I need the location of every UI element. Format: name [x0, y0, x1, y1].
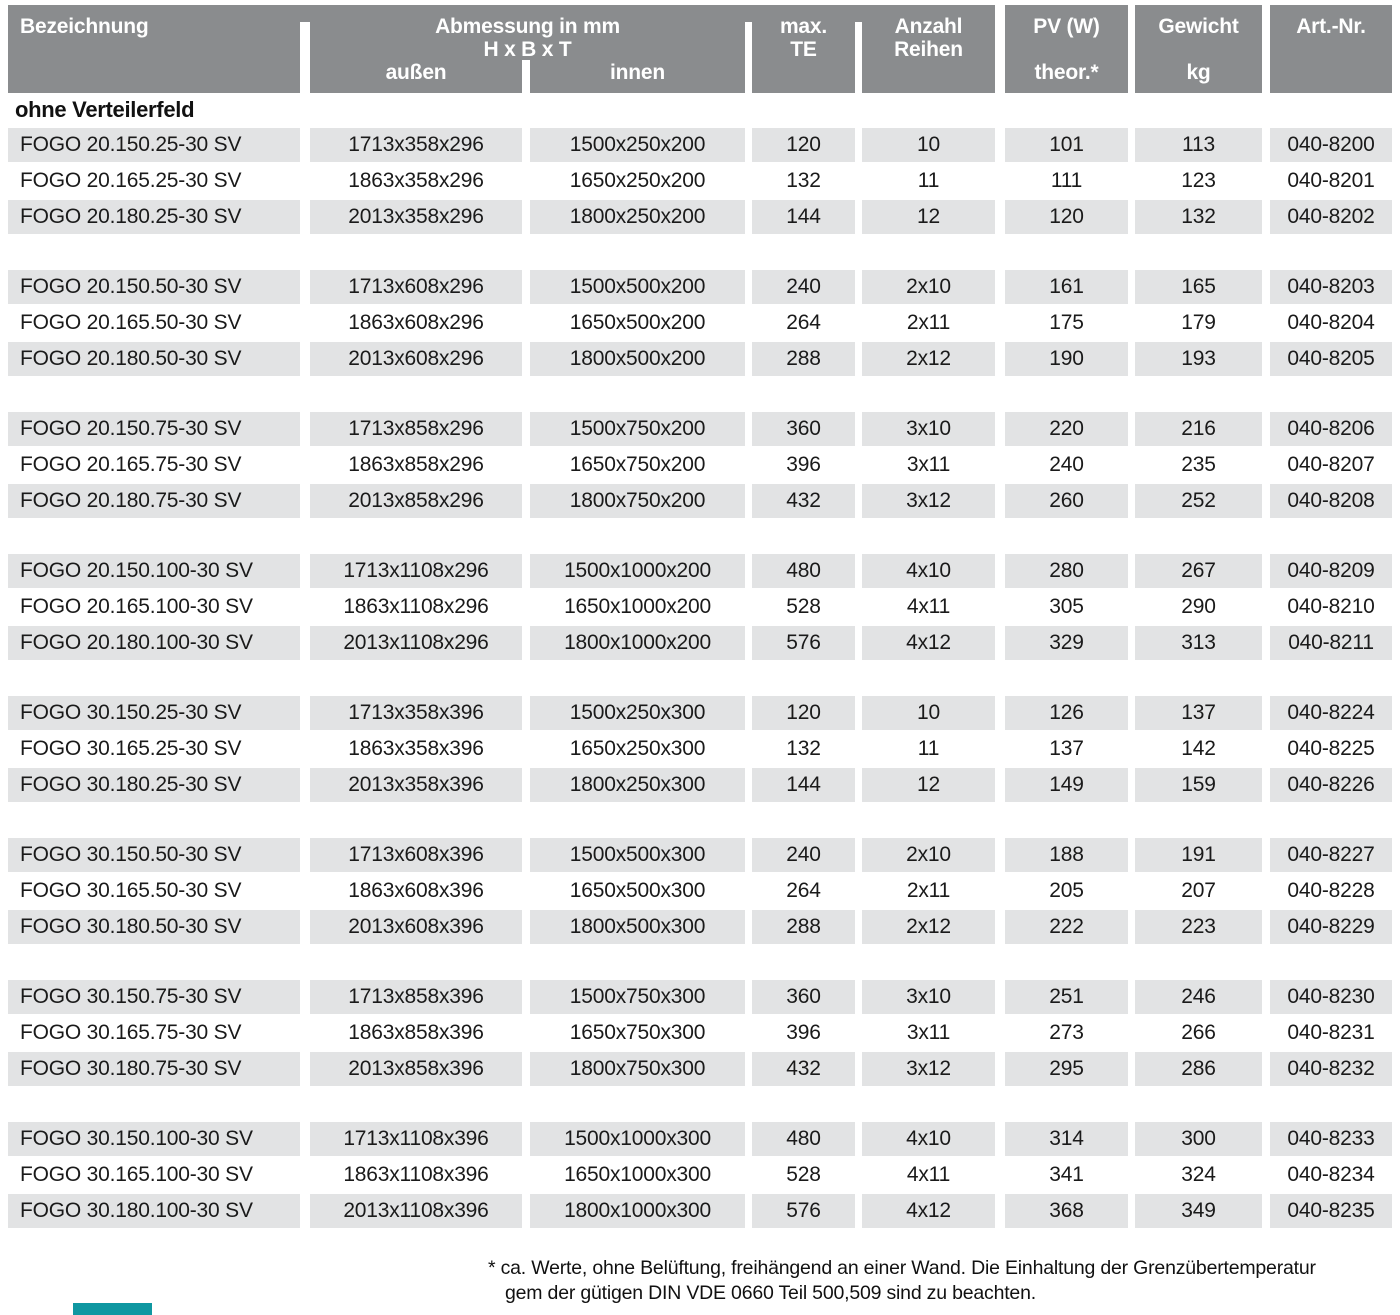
cell-gewicht-kg: 165: [1135, 270, 1262, 304]
table-row: [8, 696, 1392, 730]
cell-max-te: 480: [752, 554, 855, 588]
table-group: [8, 838, 1392, 944]
cell-abmessung-innen: 1650x1000x300: [564, 1163, 711, 1186]
cell-abmessung-innen: 1800x1000x300: [530, 1194, 745, 1228]
cell-gewicht-kg: 290: [1181, 595, 1216, 618]
cell-abmessung-aussen: 1713x358x296: [310, 128, 522, 162]
cell-anzahl-reihen: 4x12: [862, 1194, 995, 1228]
cell-bezeichnung: FOGO 30.150.75-30 SV: [8, 980, 300, 1014]
cell-pv-w-theor: 175: [1049, 311, 1084, 334]
cell-max-te: 576: [752, 626, 855, 660]
cell-art-nr: 040-8231: [1287, 1021, 1375, 1044]
cell-max-te: 264: [786, 311, 821, 334]
cell-bezeichnung: FOGO 30.165.75-30 SV: [20, 1021, 242, 1044]
cell-max-te: 144: [752, 768, 855, 802]
cell-anzahl-reihen: 2x10: [862, 270, 995, 304]
footnote-line-1: * ca. Werte, ohne Belüftung, freihängend an einer Wand. Die Einhaltung der Grenzübertemperatur: [488, 1257, 1316, 1279]
cell-pv-w-theor: 149: [1005, 768, 1128, 802]
cell-anzahl-reihen: 4x11: [906, 595, 951, 618]
cell-pv-w-theor: 251: [1005, 980, 1128, 1014]
table-row: [8, 1016, 1392, 1050]
cell-anzahl-reihen: 4x10: [862, 1122, 995, 1156]
cell-gewicht-kg: 252: [1135, 484, 1262, 518]
cell-abmessung-aussen: 2013x358x396: [310, 768, 522, 802]
cell-max-te: 432: [752, 484, 855, 518]
table-row: [8, 306, 1392, 340]
header-divider: [995, 5, 1005, 93]
header-divider: [745, 22, 752, 93]
cell-abmessung-aussen: 1713x608x296: [310, 270, 522, 304]
section-title: ohne Verteilerfeld: [15, 97, 195, 122]
cell-max-te: 528: [786, 595, 821, 618]
cell-abmessung-innen: 1500x250x200: [530, 128, 745, 162]
table-row: [8, 484, 1392, 518]
cell-pv-w-theor: 188: [1005, 838, 1128, 872]
table-row: [8, 164, 1392, 198]
footnote: [488, 1256, 1368, 1306]
cell-abmessung-innen: 1500x750x300: [530, 980, 745, 1014]
cell-art-nr: 040-8225: [1287, 737, 1375, 760]
table-header: [8, 5, 1392, 93]
cell-pv-w-theor: 126: [1005, 696, 1128, 730]
cell-pv-w-theor: 137: [1049, 737, 1084, 760]
header-gewicht-line2: kg: [1186, 61, 1211, 84]
cell-gewicht-kg: 207: [1181, 879, 1216, 902]
footnote-line-2: gem der gütigen DIN VDE 0660 Teil 500,509 sind zu beachten.: [505, 1282, 1036, 1304]
cell-pv-w-theor: 314: [1005, 1122, 1128, 1156]
cell-abmessung-aussen: 1863x1108x396: [343, 1163, 489, 1186]
cell-abmessung-aussen: 1863x858x396: [348, 1021, 484, 1044]
cell-bezeichnung: FOGO 20.180.25-30 SV: [8, 200, 300, 234]
cell-anzahl-reihen: 2x10: [862, 838, 995, 872]
cell-art-nr: 040-8224: [1270, 696, 1392, 730]
cell-bezeichnung: FOGO 20.150.75-30 SV: [8, 412, 300, 446]
cell-art-nr: 040-8226: [1270, 768, 1392, 802]
cell-pv-w-theor: 190: [1005, 342, 1128, 376]
cell-art-nr: 040-8228: [1287, 879, 1375, 902]
cell-pv-w-theor: 260: [1005, 484, 1128, 518]
table-row: [8, 874, 1392, 908]
cell-gewicht-kg: 313: [1135, 626, 1262, 660]
cell-abmessung-innen: 1500x1000x200: [530, 554, 745, 588]
cell-abmessung-aussen: 1863x608x396: [348, 879, 484, 902]
cell-max-te: 528: [786, 1163, 821, 1186]
header-pv-line2: theor.*: [1034, 61, 1099, 84]
cell-art-nr: 040-8235: [1270, 1194, 1392, 1228]
table-group: [8, 980, 1392, 1086]
cell-gewicht-kg: 324: [1181, 1163, 1216, 1186]
table-row: [8, 128, 1392, 162]
header-divider: [1128, 5, 1135, 93]
cell-gewicht-kg: 246: [1135, 980, 1262, 1014]
cell-max-te: 288: [752, 910, 855, 944]
cell-bezeichnung: FOGO 20.180.75-30 SV: [8, 484, 300, 518]
table-group: [8, 1122, 1392, 1228]
cell-anzahl-reihen: 2x12: [862, 910, 995, 944]
cell-abmessung-innen: 1650x750x200: [569, 453, 706, 476]
cell-anzahl-reihen: 3x12: [862, 1052, 995, 1086]
table-body: [8, 128, 1392, 1264]
cell-max-te: 576: [752, 1194, 855, 1228]
cell-abmessung-innen: 1650x250x200: [569, 169, 706, 192]
cell-art-nr: 040-8200: [1270, 128, 1392, 162]
cell-abmessung-innen: 1800x500x200: [530, 342, 745, 376]
cell-gewicht-kg: 113: [1135, 128, 1262, 162]
cell-bezeichnung: FOGO 20.180.100-30 SV: [8, 626, 300, 660]
cell-bezeichnung: FOGO 30.165.100-30 SV: [20, 1163, 253, 1186]
cell-max-te: 432: [752, 1052, 855, 1086]
header-anzahl-line2: Reihen: [894, 38, 963, 61]
table-row: [8, 768, 1392, 802]
header-gewicht-line1: Gewicht: [1158, 15, 1239, 38]
cell-bezeichnung: FOGO 20.165.50-30 SV: [20, 311, 242, 334]
cell-anzahl-reihen: 12: [862, 768, 995, 802]
cell-max-te: 288: [752, 342, 855, 376]
cell-gewicht-kg: 159: [1135, 768, 1262, 802]
header-divider: [1262, 5, 1270, 93]
header-pv-line1: PV (W): [1033, 15, 1100, 38]
cell-max-te: 240: [752, 838, 855, 872]
cell-art-nr: 040-8204: [1287, 311, 1375, 334]
cell-gewicht-kg: 142: [1181, 737, 1216, 760]
table-row: [8, 910, 1392, 944]
cell-max-te: 240: [752, 270, 855, 304]
cell-pv-w-theor: 205: [1049, 879, 1084, 902]
cell-pv-w-theor: 368: [1005, 1194, 1128, 1228]
header-max-te-line2: TE: [790, 38, 817, 61]
header-abmessung-line2: H x B x T: [483, 38, 572, 61]
cell-abmessung-aussen: 1713x358x396: [310, 696, 522, 730]
cell-pv-w-theor: 161: [1005, 270, 1128, 304]
cell-abmessung-aussen: 1863x608x296: [348, 311, 484, 334]
table-row: [8, 626, 1392, 660]
cell-art-nr: 040-8206: [1270, 412, 1392, 446]
table-row: [8, 554, 1392, 588]
cell-gewicht-kg: 132: [1135, 200, 1262, 234]
table-group: [8, 128, 1392, 234]
cell-pv-w-theor: 111: [1050, 169, 1083, 192]
cell-art-nr: 040-8211: [1270, 626, 1392, 660]
cell-bezeichnung: FOGO 30.165.25-30 SV: [20, 737, 242, 760]
table-row: [8, 1052, 1392, 1086]
table-row: [8, 342, 1392, 376]
cell-max-te: 480: [752, 1122, 855, 1156]
cell-anzahl-reihen: 11: [917, 169, 940, 192]
cell-art-nr: 040-8227: [1270, 838, 1392, 872]
cell-abmessung-innen: 1500x250x300: [530, 696, 745, 730]
cell-anzahl-reihen: 3x11: [906, 453, 951, 476]
cell-abmessung-aussen: 2013x358x296: [310, 200, 522, 234]
cell-abmessung-aussen: 1863x358x296: [348, 169, 484, 192]
cell-abmessung-innen: 1800x250x200: [530, 200, 745, 234]
cell-bezeichnung: FOGO 30.165.50-30 SV: [20, 879, 242, 902]
cell-bezeichnung: FOGO 30.150.50-30 SV: [8, 838, 300, 872]
cell-gewicht-kg: 235: [1181, 453, 1216, 476]
cell-max-te: 144: [752, 200, 855, 234]
cell-abmessung-aussen: 2013x1108x396: [310, 1194, 522, 1228]
cell-bezeichnung: FOGO 20.165.100-30 SV: [20, 595, 253, 618]
cell-bezeichnung: FOGO 20.165.25-30 SV: [20, 169, 242, 192]
table-row: [8, 838, 1392, 872]
cell-anzahl-reihen: 2x12: [862, 342, 995, 376]
cell-anzahl-reihen: 2x11: [906, 311, 951, 334]
cell-pv-w-theor: 120: [1005, 200, 1128, 234]
cell-anzahl-reihen: 3x10: [862, 412, 995, 446]
accent-bar: [73, 1303, 152, 1315]
cell-art-nr: 040-8201: [1287, 169, 1375, 192]
header-max-te-line1: max.: [779, 15, 828, 38]
cell-abmessung-innen: 1500x500x200: [530, 270, 745, 304]
table-row: [8, 1194, 1392, 1228]
cell-art-nr: 040-8230: [1270, 980, 1392, 1014]
cell-abmessung-aussen: 1713x858x396: [310, 980, 522, 1014]
cell-bezeichnung: FOGO 30.180.50-30 SV: [8, 910, 300, 944]
cell-abmessung-innen: 1650x250x300: [569, 737, 706, 760]
cell-anzahl-reihen: 10: [862, 128, 995, 162]
cell-art-nr: 040-8229: [1270, 910, 1392, 944]
table-group: [8, 412, 1392, 518]
cell-bezeichnung: FOGO 30.150.25-30 SV: [8, 696, 300, 730]
cell-abmessung-aussen: 2013x858x296: [310, 484, 522, 518]
cell-bezeichnung: FOGO 20.180.50-30 SV: [8, 342, 300, 376]
cell-abmessung-aussen: 1713x858x296: [310, 412, 522, 446]
cell-max-te: 396: [786, 1021, 821, 1044]
cell-abmessung-innen: 1650x500x200: [569, 311, 706, 334]
cell-anzahl-reihen: 2x11: [906, 879, 951, 902]
table-row: [8, 980, 1392, 1014]
cell-art-nr: 040-8209: [1270, 554, 1392, 588]
cell-abmessung-aussen: 2013x858x396: [310, 1052, 522, 1086]
cell-art-nr: 040-8232: [1270, 1052, 1392, 1086]
cell-pv-w-theor: 341: [1049, 1163, 1084, 1186]
cell-max-te: 360: [752, 980, 855, 1014]
table-row: [8, 732, 1392, 766]
cell-bezeichnung: FOGO 20.150.100-30 SV: [8, 554, 300, 588]
cell-anzahl-reihen: 4x11: [906, 1163, 951, 1186]
cell-abmessung-innen: 1650x750x300: [569, 1021, 706, 1044]
cell-gewicht-kg: 223: [1135, 910, 1262, 944]
cell-anzahl-reihen: 3x11: [906, 1021, 951, 1044]
cell-abmessung-aussen: 2013x608x396: [310, 910, 522, 944]
cell-anzahl-reihen: 12: [862, 200, 995, 234]
header-divider: [855, 22, 862, 93]
cell-abmessung-innen: 1800x750x300: [530, 1052, 745, 1086]
cell-abmessung-innen: 1800x500x300: [530, 910, 745, 944]
cell-max-te: 132: [786, 737, 821, 760]
table-row: [8, 1158, 1392, 1192]
cell-art-nr: 040-8233: [1270, 1122, 1392, 1156]
cell-gewicht-kg: 216: [1135, 412, 1262, 446]
cell-anzahl-reihen: 4x10: [862, 554, 995, 588]
cell-abmessung-innen: 1800x750x200: [530, 484, 745, 518]
cell-bezeichnung: FOGO 20.150.50-30 SV: [8, 270, 300, 304]
cell-art-nr: 040-8207: [1287, 453, 1375, 476]
table-row: [8, 448, 1392, 482]
cell-gewicht-kg: 193: [1135, 342, 1262, 376]
cell-abmessung-aussen: 2013x1108x296: [310, 626, 522, 660]
cell-gewicht-kg: 191: [1135, 838, 1262, 872]
cell-abmessung-innen: 1800x250x300: [530, 768, 745, 802]
cell-abmessung-innen: 1500x750x200: [530, 412, 745, 446]
cell-gewicht-kg: 179: [1181, 311, 1216, 334]
cell-max-te: 132: [786, 169, 821, 192]
header-anzahl-line1: Anzahl: [894, 15, 963, 38]
cell-gewicht-kg: 267: [1135, 554, 1262, 588]
cell-bezeichnung: FOGO 20.150.25-30 SV: [8, 128, 300, 162]
header-divider: [300, 22, 310, 93]
cell-anzahl-reihen: 3x12: [862, 484, 995, 518]
cell-art-nr: 040-8202: [1270, 200, 1392, 234]
cell-abmessung-aussen: 1713x1108x396: [310, 1122, 522, 1156]
header-divider: [522, 60, 530, 93]
table-row: [8, 270, 1392, 304]
cell-pv-w-theor: 280: [1005, 554, 1128, 588]
cell-abmessung-aussen: 1863x858x296: [348, 453, 484, 476]
cell-abmessung-innen: 1650x500x300: [569, 879, 706, 902]
table-group: [8, 554, 1392, 660]
cell-abmessung-innen: 1800x1000x200: [530, 626, 745, 660]
header-bezeichnung: Bezeichnung: [20, 15, 149, 38]
cell-pv-w-theor: 240: [1049, 453, 1084, 476]
cell-anzahl-reihen: 10: [862, 696, 995, 730]
cell-pv-w-theor: 222: [1005, 910, 1128, 944]
table-group: [8, 270, 1392, 376]
cell-abmessung-aussen: 1713x1108x296: [310, 554, 522, 588]
cell-pv-w-theor: 305: [1049, 595, 1084, 618]
cell-bezeichnung: FOGO 20.165.75-30 SV: [20, 453, 242, 476]
table-row: [8, 590, 1392, 624]
cell-pv-w-theor: 220: [1005, 412, 1128, 446]
header-art-nr: Art.-Nr.: [1296, 15, 1366, 38]
cell-art-nr: 040-8210: [1287, 595, 1375, 618]
cell-bezeichnung: FOGO 30.150.100-30 SV: [8, 1122, 300, 1156]
cell-gewicht-kg: 137: [1135, 696, 1262, 730]
cell-gewicht-kg: 123: [1181, 169, 1216, 192]
cell-abmessung-innen: 1500x500x300: [530, 838, 745, 872]
cell-abmessung-innen: 1650x1000x200: [564, 595, 711, 618]
cell-pv-w-theor: 329: [1005, 626, 1128, 660]
cell-gewicht-kg: 300: [1135, 1122, 1262, 1156]
cell-abmessung-aussen: 1713x608x396: [310, 838, 522, 872]
cell-art-nr: 040-8203: [1270, 270, 1392, 304]
table-row: [8, 1122, 1392, 1156]
cell-anzahl-reihen: 3x10: [862, 980, 995, 1014]
cell-abmessung-aussen: 1863x358x396: [348, 737, 484, 760]
cell-bezeichnung: FOGO 30.180.25-30 SV: [8, 768, 300, 802]
cell-max-te: 120: [752, 696, 855, 730]
table-row: [8, 200, 1392, 234]
cell-art-nr: 040-8205: [1270, 342, 1392, 376]
cell-max-te: 360: [752, 412, 855, 446]
cell-art-nr: 040-8234: [1287, 1163, 1375, 1186]
cell-pv-w-theor: 295: [1005, 1052, 1128, 1086]
cell-max-te: 120: [752, 128, 855, 162]
cell-max-te: 396: [786, 453, 821, 476]
cell-bezeichnung: FOGO 30.180.100-30 SV: [8, 1194, 300, 1228]
cell-pv-w-theor: 101: [1005, 128, 1128, 162]
header-aussen: außen: [385, 61, 447, 84]
table-group: [8, 696, 1392, 802]
cell-gewicht-kg: 349: [1135, 1194, 1262, 1228]
cell-gewicht-kg: 266: [1181, 1021, 1216, 1044]
cell-abmessung-aussen: 1863x1108x296: [343, 595, 489, 618]
header-innen: innen: [610, 61, 665, 84]
cell-max-te: 264: [786, 879, 821, 902]
cell-anzahl-reihen: 11: [917, 737, 940, 760]
table-row: [8, 412, 1392, 446]
cell-abmessung-aussen: 2013x608x296: [310, 342, 522, 376]
cell-abmessung-innen: 1500x1000x300: [530, 1122, 745, 1156]
cell-gewicht-kg: 286: [1135, 1052, 1262, 1086]
cell-bezeichnung: FOGO 30.180.75-30 SV: [8, 1052, 300, 1086]
header-abmessung-line1: Abmessung in mm: [435, 15, 620, 38]
cell-art-nr: 040-8208: [1270, 484, 1392, 518]
cell-pv-w-theor: 273: [1049, 1021, 1084, 1044]
cell-anzahl-reihen: 4x12: [862, 626, 995, 660]
